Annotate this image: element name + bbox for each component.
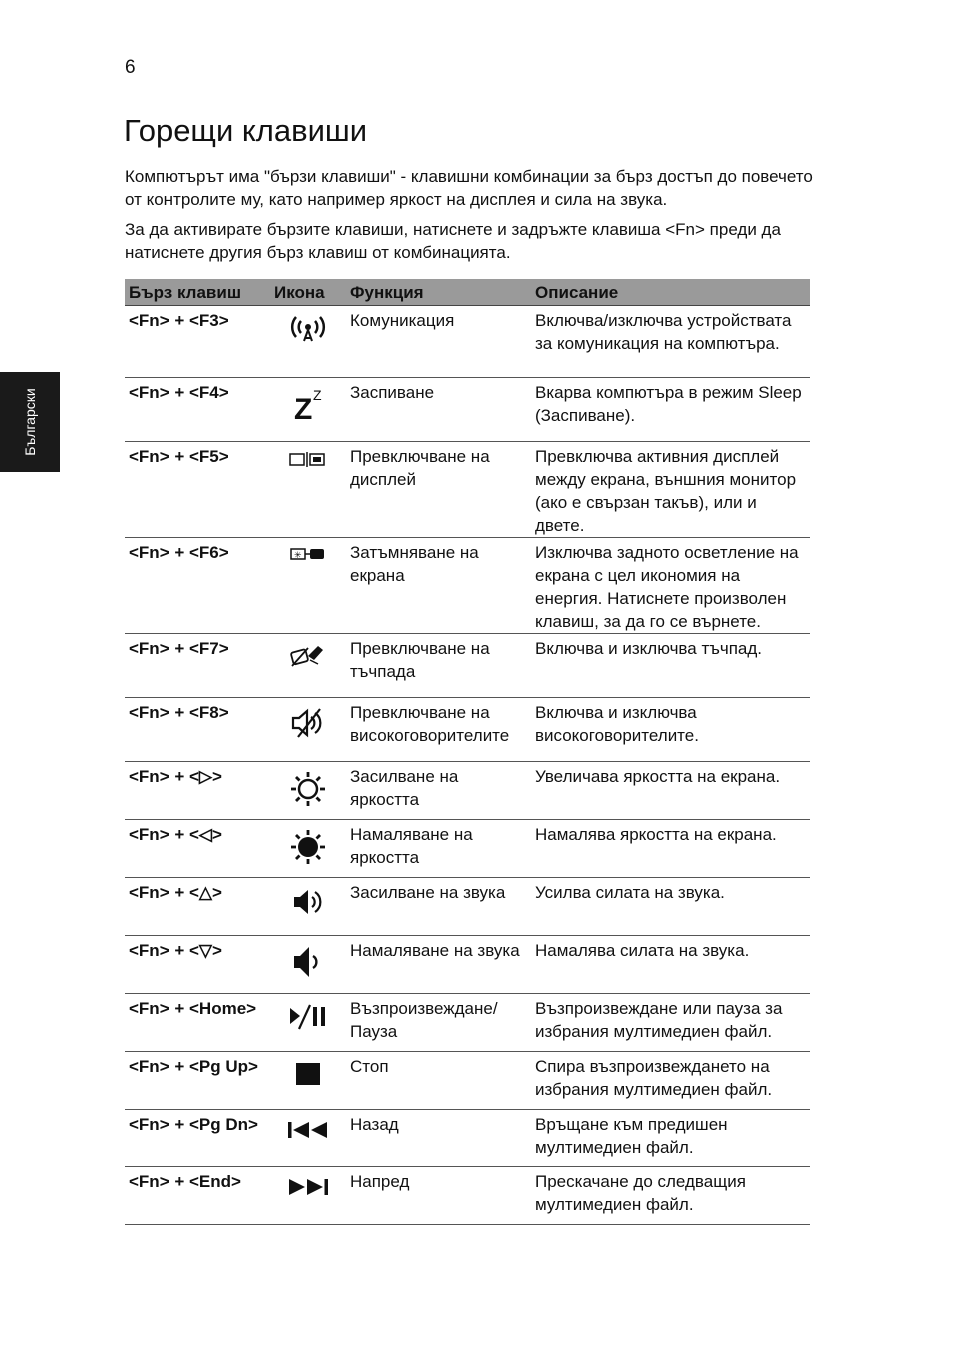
icon-cell <box>270 378 346 442</box>
function-cell: Възпроизвеждане/ Пауза <box>346 994 531 1052</box>
table-row <box>125 306 810 378</box>
volume-down-icon <box>288 965 328 984</box>
hotkey-cell: <Fn> + <F8> <box>125 698 270 762</box>
sleep-icon <box>288 387 328 424</box>
speaker-toggle-icon <box>288 725 328 744</box>
language-tab-label: Български <box>22 388 38 456</box>
header-icon: Икона <box>270 279 346 306</box>
table-row <box>125 878 810 936</box>
description-cell: Превключва активния дисплей между екрана, външния монитор (ако е свързан такъв), или и двете. <box>531 442 810 538</box>
hotkey-cell: <Fn> + <△> <box>125 878 270 936</box>
page-number: 6 <box>125 57 136 78</box>
description-cell: Увеличава яркостта на екрана. <box>531 762 810 820</box>
table-header-row <box>125 279 810 306</box>
volume-up-icon <box>288 903 328 922</box>
brightness-up-icon <box>288 793 328 812</box>
hotkey-cell: <Fn> + <Pg Up> <box>125 1052 270 1110</box>
function-cell: Напред <box>346 1167 531 1225</box>
icon-cell <box>270 1052 346 1110</box>
table-row <box>125 936 810 994</box>
play-pause-icon <box>286 1017 330 1036</box>
function-cell: Засилване на яркостта <box>346 762 531 820</box>
header-hotkey: Бърз клавиш <box>125 279 270 306</box>
hotkey-cell: <Fn> + <◁> <box>125 820 270 878</box>
hotkey-cell: <Fn> + <F5> <box>125 442 270 538</box>
function-cell: Стоп <box>346 1052 531 1110</box>
hotkey-cell: <Fn> + <F7> <box>125 634 270 698</box>
description-cell: Спира възпроизвеждането на избрания мултимедиен файл. <box>531 1052 810 1110</box>
table-row <box>125 1167 810 1225</box>
description-cell: Вкарва компютъра в режим Sleep (Заспиване). <box>531 378 810 442</box>
function-cell: Намаляване на звука <box>346 936 531 994</box>
previous-track-icon <box>285 1127 331 1146</box>
function-cell: Заспиване <box>346 378 531 442</box>
svg-text:Z: Z <box>313 387 322 403</box>
description-cell: Включва и изключва високоговорителите. <box>531 698 810 762</box>
header-function: Функция <box>346 279 531 306</box>
display-switch-icon <box>288 455 328 474</box>
function-cell: Засилване на звука <box>346 878 531 936</box>
hotkey-cell: <Fn> + <Pg Dn> <box>125 1110 270 1167</box>
icon-cell <box>270 994 346 1052</box>
hotkey-cell: <Fn> + <F4> <box>125 378 270 442</box>
function-cell: Намаляване на яркостта <box>346 820 531 878</box>
wireless-icon <box>288 329 328 348</box>
hotkey-table <box>125 279 810 1225</box>
function-cell: Превключване на дисплей <box>346 442 531 538</box>
icon-cell <box>270 1167 346 1225</box>
language-tab <box>0 372 60 472</box>
brightness-down-icon <box>288 851 328 870</box>
header-description: Описание <box>531 279 810 306</box>
icon-cell <box>270 1110 346 1167</box>
function-cell: Комуникация <box>346 306 531 378</box>
icon-cell <box>270 878 346 936</box>
table-row <box>125 442 810 538</box>
table-row <box>125 538 810 634</box>
icon-cell <box>270 820 346 878</box>
page-title: Горещи клавиши <box>124 113 368 148</box>
description-cell: Включва и изключва тъчпад. <box>531 634 810 698</box>
svg-text:✳: ✳ <box>294 550 302 560</box>
hotkey-cell: <Fn> + <F3> <box>125 306 270 378</box>
description-cell: Възпроизвеждане или пауза за избрания мултимедиен файл. <box>531 994 810 1052</box>
description-cell: Намалява яркостта на екрана. <box>531 820 810 878</box>
table-row <box>125 762 810 820</box>
icon-cell <box>270 306 346 378</box>
touchpad-toggle-icon <box>288 653 328 672</box>
table-row <box>125 994 810 1052</box>
function-cell: Превключване на високоговорителите <box>346 698 531 762</box>
icon-cell <box>270 762 346 820</box>
table-row <box>125 820 810 878</box>
table-row <box>125 1052 810 1110</box>
description-cell: Прескачане до следващия мултимедиен файл. <box>531 1167 810 1225</box>
icon-cell <box>270 936 346 994</box>
hotkey-cell: <Fn> + <▷> <box>125 762 270 820</box>
description-cell: Връщане към предишен мултимедиен файл. <box>531 1110 810 1167</box>
svg-text:Z: Z <box>294 393 313 420</box>
description-cell: Изключва задното осветление на екрана с цел икономия на енергия. Натиснете произволен клавиш, за да го се върнете. <box>531 538 810 634</box>
function-cell: Затъмняване на екрана <box>346 538 531 634</box>
table-row <box>125 378 810 442</box>
hotkey-cell: <Fn> + <End> <box>125 1167 270 1225</box>
hotkey-cell: <Fn> + <▽> <box>125 936 270 994</box>
icon-cell <box>270 442 346 538</box>
icon-cell <box>270 698 346 762</box>
function-cell: Превключване на тъчпада <box>346 634 531 698</box>
screen-blank-icon <box>288 549 328 568</box>
description-cell: Намалява силата на звука. <box>531 936 810 994</box>
intro-paragraph-1: Компютърът има "бързи клавиши" - клавишни комбинации за бърз достъп до повечето от контролите му, като например яркост на дисплея и сила на звука. <box>125 167 813 209</box>
hotkey-cell: <Fn> + <F6> <box>125 538 270 634</box>
next-track-icon <box>285 1184 331 1203</box>
table-row <box>125 634 810 698</box>
icon-cell <box>270 538 346 634</box>
table-row <box>125 698 810 762</box>
hotkey-cell: <Fn> + <Home> <box>125 994 270 1052</box>
stop-icon <box>288 1073 328 1092</box>
function-cell: Назад <box>346 1110 531 1167</box>
intro-paragraph-2: За да активирате бързите клавиши, натиснете и задръжте клавиша <Fn> преди да натиснете другия бърз клавиш от комбинацията. <box>125 220 781 262</box>
icon-cell <box>270 634 346 698</box>
description-cell: Включва/изключва устройствата за комуникация на компютъра. <box>531 306 810 378</box>
description-cell: Усилва силата на звука. <box>531 878 810 936</box>
table-row <box>125 1110 810 1167</box>
